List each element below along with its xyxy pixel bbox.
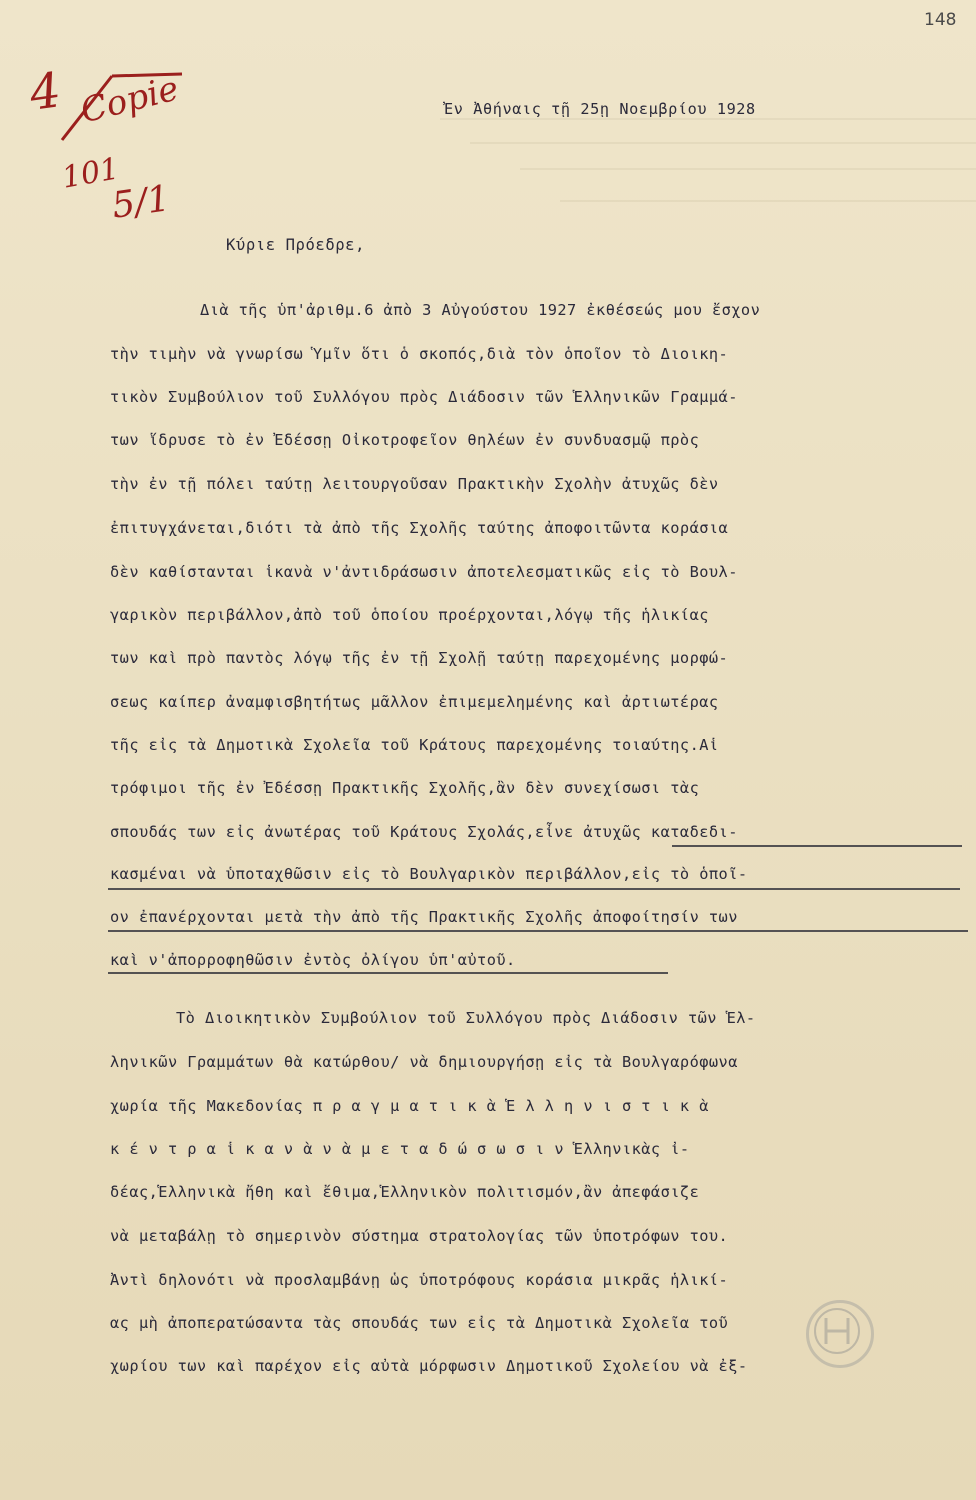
body-line: ἐπιτυγχάνεται,διότι τὰ ἀπὸ τῆς Σχολῆς ταύτης ἀποφοιτῶντα κοράσια — [110, 519, 729, 537]
body-line: δέας,Ἑλληνικὰ ἤθη καὶ ἔθιμα,Ἑλληνικὸν πολιτισμόν,ἂν ἀπεφάσιζε — [110, 1183, 700, 1201]
annotation-number: 4 — [26, 62, 65, 122]
salutation: Κύριε Πρόεδρε, — [226, 236, 366, 254]
body-line: ας μὴ ἀποπερατώσαντα τὰς σπουδάς των εἰς τὰ Δημοτικὰ Σχολεῖα τοῦ — [110, 1314, 729, 1332]
body-line: κ έ ν τ ρ α ἱ κ α ν ὰ ν ὰ μ ε τ α δ ώ σ ω σ ι ν Ἑλληνικὰς ἰ- — [110, 1140, 690, 1158]
body-line: τικὸν Συμβούλιον τοῦ Συλλόγου πρὸς Διάδοσιν τῶν Ἑλληνικῶν Γραμμά- — [110, 388, 738, 406]
body-line: νὰ μεταβάλῃ τὸ σημερινὸν σύστημα στρατολογίας τῶν ὑποτρόφων του. — [110, 1227, 729, 1245]
body-line: σεως καίπερ ἀναμφισβητήτως μᾶλλον ἐπιμεμελημένης καὶ ἀρτιωτέρας — [110, 693, 719, 711]
body-line: Διὰ τῆς ὑπ'ἀριθμ.6 ἀπὸ 3 Αὐγούστου 1927 ἐκθέσεώς μου ἔσχον — [200, 301, 761, 319]
emphasis-underline — [108, 972, 668, 974]
body-line: τὴν ἐν τῇ πόλει ταύτῃ λειτουργοῦσαν Πρακτικὴν Σχολὴν ἀτυχῶς δὲν — [110, 475, 719, 493]
body-line: Ἀντὶ δηλονότι νὰ προσλαμβάνῃ ὡς ὑποτρόφους κοράσια μικρᾶς ἡλικί- — [110, 1271, 729, 1289]
body-line: ληνικῶν Γραμμάτων θὰ κατώρθου/ νὰ δημιουργήσῃ εἰς τὰ Βουλγαρόφωνα — [110, 1053, 738, 1071]
body-line: τρόφιμοι τῆς ἐν Ἐδέσσῃ Πρακτικῆς Σχολῆς,ἂν δὲν συνεχίσωσι τὰς — [110, 779, 700, 797]
body-line: σπουδάς των εἰς ἀνωτέρας τοῦ Κράτους Σχολάς,εἶνε ἀτυχῶς καταδεδι- — [110, 823, 738, 841]
body-line: χωρία τῆς Μακεδονίας π ρ α γ μ α τ ι κ ὰ Ἑ λ λ η ν ι σ τ ι κ ὰ — [110, 1097, 709, 1115]
body-line: τῆς εἰς τὰ Δημοτικὰ Σχολεῖα τοῦ Κράτους παρεχομένης τοιαύτης.Αἱ — [110, 736, 719, 754]
body-line: τὴν τιμὴν νὰ γνωρίσω Ὑμῖν ὅτι ὁ σκοπός,διὰ τὸν ὁποῖον τὸ Διοικη- — [110, 345, 729, 363]
body-line: χωρίου των καὶ παρέχον εἰς αὐτὰ μόρφωσιν Δημοτικοῦ Σχολείου νὰ ἐξ- — [110, 1357, 748, 1375]
annotation-copie: Copie — [76, 68, 183, 132]
dateline: Ἐν Ἀθήναις τῇ 25ῃ Νοεμβρίου 1928 — [444, 100, 756, 118]
folio-number: 148 — [924, 10, 957, 30]
emphasis-underline — [108, 888, 960, 890]
body-line: Τὸ Διοικητικὸν Συμβούλιον τοῦ Συλλόγου πρὸς Διάδοσιν τῶν Ἑλ- — [176, 1009, 756, 1027]
annotation-reference: 101 — [59, 151, 122, 196]
body-line: των ἵδρυσε τὸ ἐν Ἐδέσσῃ Οἰκοτροφεῖον θηλέων ἐν συνδυασμῷ πρὸς — [110, 431, 700, 449]
emphasis-underline — [672, 845, 962, 847]
body-line: δὲν καθίστανται ἱκανὰ ν'ἀντιδράσωσιν ἀποτελεσματικῶς εἰς τὸ Βουλ- — [110, 563, 738, 581]
annotation-fraction: 5/1 — [109, 178, 173, 227]
archive-stamp — [806, 1300, 874, 1368]
body-line: καὶ ν'ἀπορροφηθῶσιν ἐντὸς ὀλίγου ὑπ'αὐτοῦ. — [110, 951, 516, 969]
body-line: κασμέναι νὰ ὑποταχθῶσιν εἰς τὸ Βουλγαρικὸν περιβάλλον,εἰς τὸ ὁποῖ- — [110, 865, 748, 883]
body-line: γαρικὸν περιβάλλον,ἀπὸ τοῦ ὁποίου προέρχονται,λόγῳ τῆς ἡλικίας — [110, 606, 709, 624]
emphasis-underline — [108, 930, 968, 932]
annotation-stroke — [52, 70, 192, 150]
body-line: των καὶ πρὸ παντὸς λόγῳ τῆς ἐν τῇ Σχολῇ ταύτῃ παρεχομένης μορφώ- — [110, 649, 729, 667]
body-line: ον ἐπανέρχονται μετὰ τὴν ἀπὸ τῆς Πρακτικῆς Σχολῆς ἀποφοίτησίν των — [110, 908, 738, 926]
